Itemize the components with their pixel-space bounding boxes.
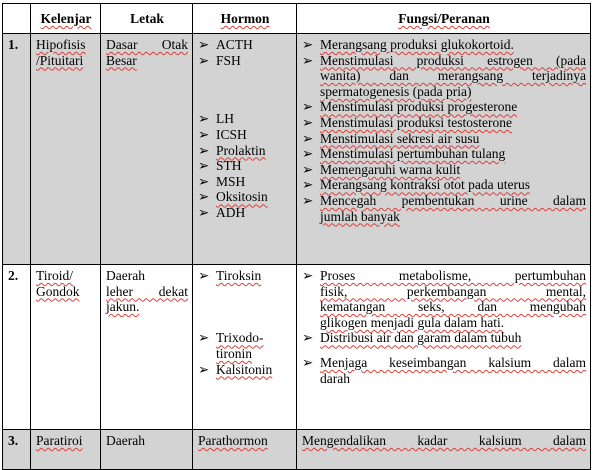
- arrow-bullet-icon: ➢: [198, 268, 210, 283]
- arrow-bullet-icon: ➢: [302, 354, 314, 370]
- arrow-bullet-icon: ➢: [198, 158, 210, 174]
- arrow-bullet-icon: ➢: [302, 114, 314, 130]
- table-row: [3, 34, 591, 265]
- hormon-cell: Parathormon: [193, 430, 297, 470]
- arrow-bullet-icon: ➢: [198, 361, 210, 377]
- kelenjar-cell: Hipofisis /Pituitari: [31, 34, 101, 265]
- arrow-bullet-icon: ➢: [198, 52, 210, 68]
- hormone-item: ➢ STH: [198, 158, 242, 174]
- hormone-item: ➢ LH: [198, 111, 234, 127]
- function-item: ➢ Memengaruhi warna kulit: [302, 161, 461, 177]
- hormone-item: ➢ Kalsitonin: [198, 361, 273, 377]
- function-item: ➢ Distribusi air dan garam dalam tubuh: [302, 330, 522, 346]
- function-item: ➢ Menstimulasi produksi estrogen (pada wanita) dan merangsang terjadinya spermatogenesis (pada pria): [302, 52, 586, 99]
- hormone-table: [2, 3, 591, 470]
- arrow-bullet-icon: ➢: [302, 37, 314, 52]
- fungsi-cell: [297, 265, 591, 430]
- hormone-item: ➢ Tiroksin: [198, 268, 262, 283]
- arrow-bullet-icon: ➢: [302, 161, 314, 177]
- function-item: ➢ Menstimulasi produksi testosterone: [302, 114, 512, 130]
- header-no: [3, 4, 31, 34]
- arrow-bullet-icon: ➢: [302, 268, 314, 283]
- function-item: ➢ Mencegah pembentukan urine dalam jumlah banyak: [302, 192, 586, 224]
- table-header-row: [3, 4, 591, 34]
- arrow-bullet-icon: ➢: [302, 192, 314, 208]
- arrow-bullet-icon: ➢: [198, 330, 210, 346]
- arrow-bullet-icon: ➢: [302, 177, 314, 193]
- hormone-item: ➢ FSH: [198, 52, 241, 68]
- hormon-cell: [193, 34, 297, 265]
- arrow-bullet-icon: ➢: [198, 126, 210, 142]
- header-fungsi: Fungsi/Peranan: [297, 4, 591, 34]
- function-item: ➢ Menstimulasi produksi progesterone: [302, 99, 518, 115]
- header-letak: Letak: [101, 4, 193, 34]
- letak-cell: Daerah: [101, 430, 193, 470]
- hormone-item: ➢ ACTH: [198, 37, 253, 52]
- table-row: [3, 265, 591, 430]
- kelenjar-cell: Paratiroi: [31, 430, 101, 470]
- function-item: ➢ Menjaga keseimbangan kalsium dalam darah: [302, 354, 586, 386]
- hormone-item: ➢ Prolaktin: [198, 142, 266, 158]
- arrow-bullet-icon: ➢: [302, 52, 314, 68]
- function-item: ➢ Menstimulasi sekresi air susu: [302, 130, 480, 146]
- fungsi-cell: Mengendalikan kadar kalsium dalam: [297, 430, 591, 470]
- row-number: 1.: [3, 34, 31, 265]
- function-item: ➢ Proses metabolisme, pertumbuhan fisik, perkembangan mental, kematangan seks, dan mengubah glikogen menjadi gula dalam hati.: [302, 268, 586, 330]
- hormone-item: ➢ MSH: [198, 173, 246, 189]
- hormone-item: ➢ ADH: [198, 204, 246, 220]
- header-hormon: Hormon: [193, 4, 297, 34]
- hormon-cell: [193, 265, 297, 430]
- hormone-item: ➢ Oksitosin: [198, 189, 268, 205]
- arrow-bullet-icon: ➢: [198, 142, 210, 158]
- arrow-bullet-icon: ➢: [198, 111, 210, 127]
- arrow-bullet-icon: ➢: [302, 330, 314, 346]
- letak-cell: Daerah leher dekat jakun.: [101, 265, 193, 430]
- row-number: 2.: [3, 265, 31, 430]
- arrow-bullet-icon: ➢: [302, 130, 314, 146]
- arrow-bullet-icon: ➢: [302, 146, 314, 162]
- arrow-bullet-icon: ➢: [198, 37, 210, 52]
- hormone-item: ➢ Trixodo- tironin: [198, 330, 264, 361]
- fungsi-cell: [297, 34, 591, 265]
- arrow-bullet-icon: ➢: [302, 99, 314, 115]
- function-item: ➢ Merangsang kontraksi otot pada uterus: [302, 177, 530, 193]
- function-item: ➢ Menstimulasi pertumbuhan tulang: [302, 146, 506, 162]
- header-kelenjar: Kelenjar: [31, 4, 101, 34]
- hormone-item: ➢ ICSH: [198, 126, 247, 142]
- arrow-bullet-icon: ➢: [198, 173, 210, 189]
- kelenjar-cell: Tiroid/ Gondok: [31, 265, 101, 430]
- row-number: 3.: [3, 430, 31, 470]
- function-item: ➢ Merangsang produksi glukokortoid.: [302, 37, 514, 52]
- letak-cell: Dasar Otak Besar: [101, 34, 193, 265]
- arrow-bullet-icon: ➢: [198, 204, 210, 220]
- arrow-bullet-icon: ➢: [198, 189, 210, 205]
